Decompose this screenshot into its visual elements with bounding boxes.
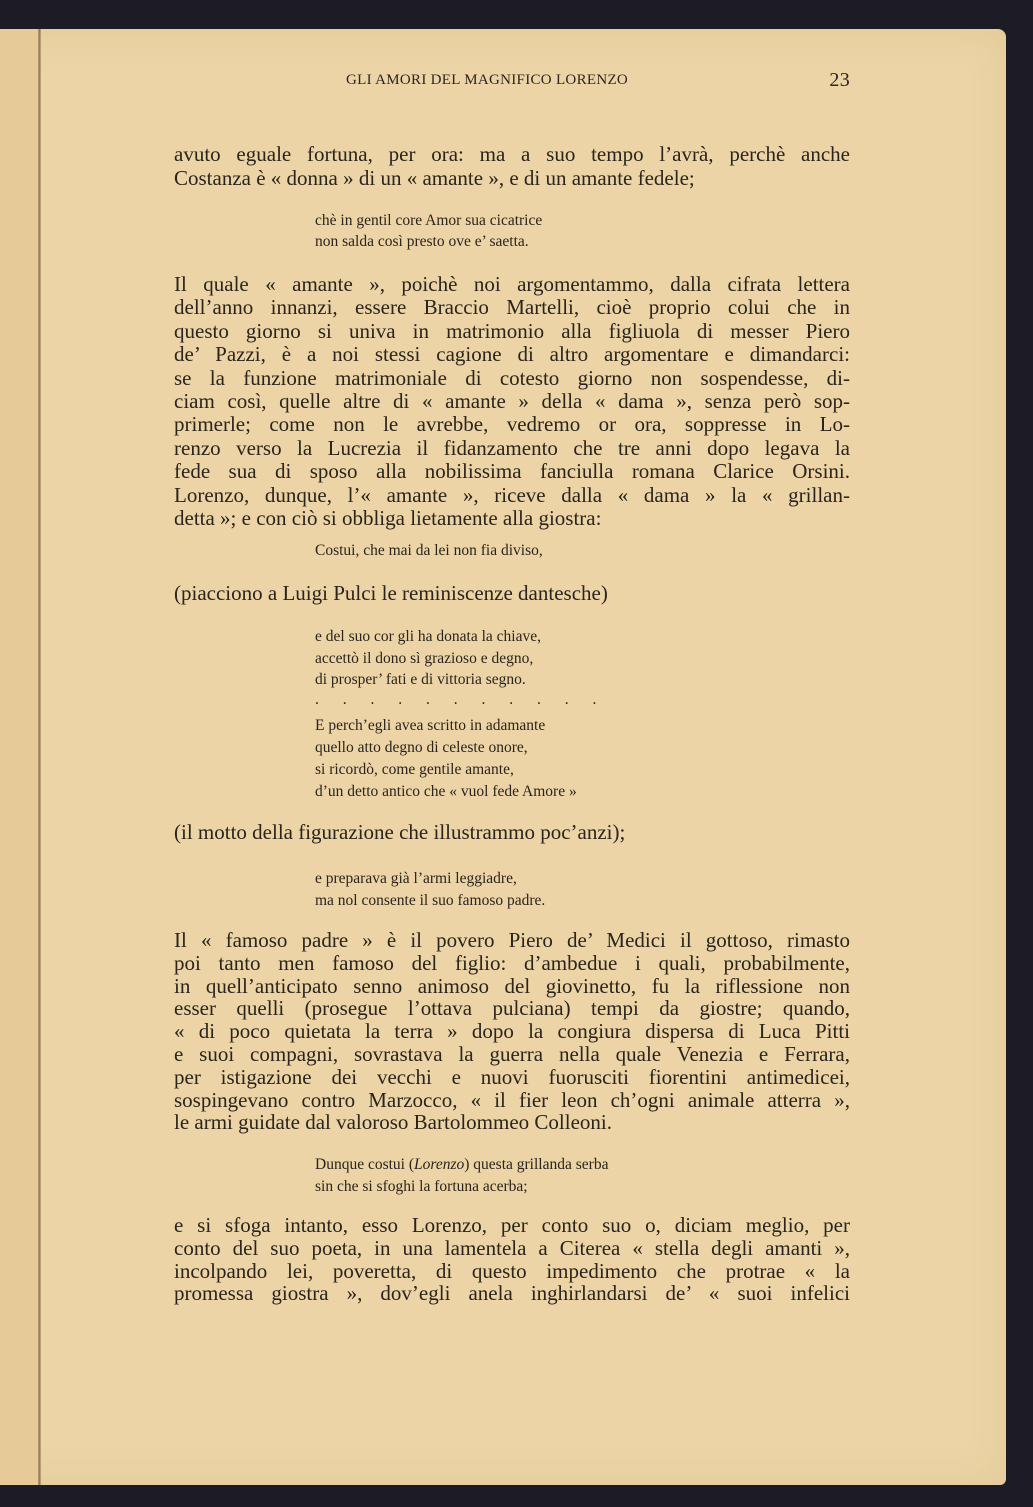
- text-line: Il « famoso padre » è il povero Piero de’ Medici il gottoso, rimasto: [174, 928, 850, 952]
- text-line: esser quelli (prosegue l’ottava pulciana) tempi da giostre; quando,: [174, 996, 850, 1021]
- verse-line: e preparava già l’armi leggiadre,: [315, 870, 517, 887]
- text-line: dell’anno innanzi, essere Braccio Martelli, cioè proprio colui che in: [174, 295, 850, 320]
- text-line: se la funzione matrimoniale di cotesto giorno non sospendesse, di-: [174, 365, 850, 390]
- text-line: primerle; come non le avrebbe, vedremo or ora, soppresse in Lo-: [174, 412, 850, 437]
- verse-quote-4: [315, 715, 577, 803]
- facing-page-edge: [0, 29, 38, 1485]
- verse-quote-6: [315, 1154, 608, 1198]
- verse-line: si ricordò, come gentile amante,: [315, 761, 514, 778]
- page-gutter: [38, 29, 41, 1485]
- text-line: ciam così, quelle altre di « amante » della « dama », senza però sop-: [174, 389, 850, 414]
- verse-line: quello atto degno di celeste onore,: [315, 739, 528, 756]
- text-line: detta »; e con ciò si obbliga lietamente alla giostra:: [174, 506, 602, 531]
- text-line: e si sfoga intanto, esso Lorenzo, per conto suo o, diciam meglio, per: [174, 1213, 850, 1237]
- verse-text: ) questa grillanda serba: [464, 1156, 609, 1173]
- text-line: questo giorno si univa in matrimonio alla figliuola di messer Piero: [174, 318, 850, 343]
- text-line: renzo verso la Lucrezia il fidanzamento che tre anni dopo legava la: [174, 435, 850, 460]
- verse-line: E perch’egli avea scritto in adamante: [315, 717, 546, 734]
- verse-line: [315, 1154, 608, 1176]
- text-line: le armi guidate dal valoroso Bartolommeo Colleoni.: [174, 1110, 612, 1135]
- text-line: Lorenzo, dunque, l’« amante », riceve dalla « dama » la « grillan-: [174, 482, 850, 507]
- text-line: fede sua di sposo alla nobilissima fanciulla romana Clarice Orsini.: [174, 459, 850, 484]
- verse-line: ma nol consente il suo famoso padre.: [315, 892, 546, 909]
- verse-line: sin che si sfoghi la fortuna acerba;: [315, 1178, 528, 1195]
- paragraph-2: [174, 273, 850, 530]
- text-line: e suoi compagni, sovrastava la guerra nella quale Venezia e Ferrara,: [174, 1041, 850, 1066]
- verse-quote-2: [315, 541, 543, 562]
- verse-quote-3: [315, 626, 541, 691]
- text-line: « di poco quietata la terra » dopo la congiura dispersa di Luca Pitti: [174, 1019, 850, 1044]
- verse-line: e del suo cor gli ha donata la chiave,: [315, 628, 541, 645]
- verse-line: Costui, che mai da lei non fia diviso,: [315, 542, 543, 559]
- text-line: poi tanto men famoso del figlio: d’ambedue i quali, probabilmente,: [174, 950, 850, 975]
- verse-line: di prosper’ fati e di vittoria segno.: [315, 671, 526, 688]
- verse-line: chè in gentil core Amor sua cicatrice: [315, 212, 543, 229]
- text-line: per istigazione dei vecchi e nuovi fuorusciti fiorentini antimedicei,: [174, 1064, 850, 1089]
- text-line: avuto eguale fortuna, per ora: ma a suo tempo l’avrà, perchè anche: [174, 142, 850, 166]
- interjection-2: (il motto della figurazione che illustrammo poc’anzi);: [174, 820, 626, 844]
- text-line: Costanza è « donna » di un « amante », e di un amante fedele;: [174, 166, 695, 190]
- paragraph-3: [174, 929, 850, 1134]
- verse-quote-5: [315, 868, 545, 912]
- verse-line: d’un detto antico che « vuol fede Amore »: [315, 783, 577, 800]
- verse-italic-name: Lorenzo: [414, 1156, 465, 1173]
- text-line: in quell’anticipato senno animoso del giovinetto, fu la riflessione non: [174, 973, 850, 998]
- text-line: sospingevano contro Marzocco, « il fier leon ch’ogni animale atterra »,: [174, 1087, 850, 1112]
- ellipsis-omission: . . . . . . . . . . .: [315, 691, 607, 708]
- text-line: promessa giostra », dov’egli anela inghirlandarsi de’ « suoi infelici: [174, 1281, 850, 1306]
- text-line: conto del suo poeta, in una lamentela a Citerea « stella degli amanti »,: [174, 1235, 850, 1260]
- verse-line: accettò il dono sì grazioso e degno,: [315, 649, 534, 667]
- paragraph-4: [174, 1214, 850, 1305]
- interjection-1: (piacciono a Luigi Pulci le reminiscenze dantesche): [174, 581, 608, 605]
- page-number: 23: [829, 69, 850, 91]
- verse-text: Dunque costui (: [315, 1156, 415, 1173]
- verse-line: non salda così presto ove e’ saetta.: [315, 232, 529, 250]
- text-line: incolpando lei, poveretta, di questo impedimento che protrae « la: [174, 1258, 850, 1283]
- text-line: de’ Pazzi, è a noi stessi cagione di altro argomentare e dimandarci:: [174, 342, 850, 367]
- paragraph-1: [174, 142, 850, 190]
- text-line: Il quale « amante », poichè noi argomentammo, dalla cifrata lettera: [174, 272, 850, 296]
- running-title: GLI AMORI DEL MAGNIFICO LORENZO: [346, 72, 629, 88]
- verse-quote-1: [315, 211, 542, 253]
